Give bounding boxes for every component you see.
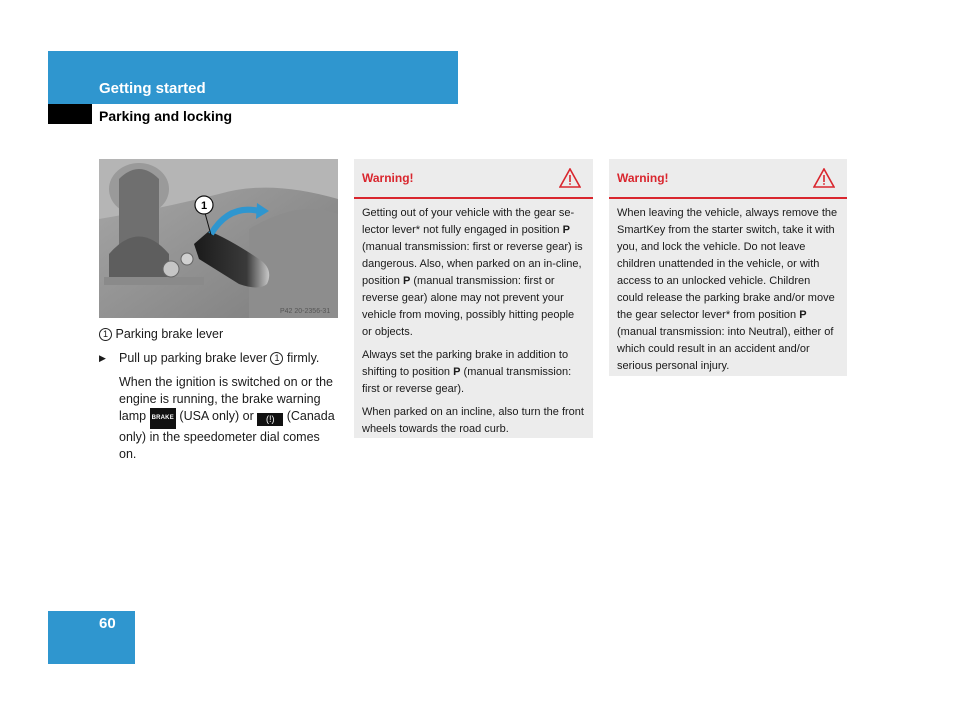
warning-header: [354, 159, 593, 199]
warning-title: Warning!: [617, 171, 669, 185]
page-number-box: [48, 611, 135, 664]
warning-paragraph: When parked on an incline, also turn the front wheels towards the road curb.: [362, 406, 584, 435]
callout-marker: 1: [99, 328, 112, 341]
warning-paragraph: When leaving the vehicle, always remove the SmartKey from the starter switch, take it with you, and lock the vehicle. Do not leave children unattended in the vehicle, or with access to an unlocked vehicle. Children could release the parking brake and/or move the gear selector lever* from position P (manual transmission: into Neutral), either of which could result in an accident and/or serious personal injury.: [617, 207, 838, 372]
warning-triangle-icon: [559, 168, 581, 188]
note-text: When the ignition is switched on or the engine is running, the brake warning lamp: [119, 375, 334, 423]
warning-box-gear-lever: [354, 159, 593, 438]
warning-triangle-icon: [813, 168, 835, 188]
warning-title: Warning!: [362, 171, 414, 185]
instruction-note: [99, 374, 339, 463]
warning-paragraph: Getting out of your vehicle with the gear se-lector lever* not fully engaged in position P (manual transmission: first or reverse gear) is dangerous. Also, when parked on an in-cline, position P (manual transmission: first or reverse gear) alone may not prevent your vehicle from moving, possibly hitting people or objects.: [362, 207, 583, 338]
warning-body: [609, 199, 847, 387]
warning-box-children: [609, 159, 847, 376]
caption-text: Parking brake lever: [115, 327, 224, 341]
step-text: Pull up parking brake lever: [119, 351, 267, 365]
triangle-bullet-icon: ▶: [99, 353, 106, 363]
brake-warning-lamp-canada-icon: (!): [257, 413, 283, 426]
section-title: Getting started: [99, 80, 206, 97]
step-text-end: firmly.: [286, 351, 320, 365]
instruction-step: [99, 350, 339, 367]
note-text: (USA only) or: [179, 409, 254, 423]
callout-number: 1: [200, 200, 208, 212]
parking-brake-figure: [99, 159, 338, 318]
warning-paragraph: Always set the parking brake in addition to shifting to position P (manual transmission: first or reverse gear).: [362, 349, 572, 395]
figure-code: P42 20-2356-31: [280, 308, 331, 315]
warning-header: [609, 159, 847, 199]
subsection-title: Parking and locking: [99, 108, 233, 124]
brake-warning-lamp-icon: BRAKE: [150, 408, 176, 429]
warning-body: [354, 199, 593, 450]
figure-caption: [99, 326, 339, 343]
callout-marker: 1: [270, 352, 283, 365]
instructions: [99, 326, 339, 463]
page-number: 60: [99, 615, 116, 632]
note-text: (Canada only) in the speedometer dial comes on.: [119, 409, 335, 461]
section-marker: [48, 104, 92, 124]
